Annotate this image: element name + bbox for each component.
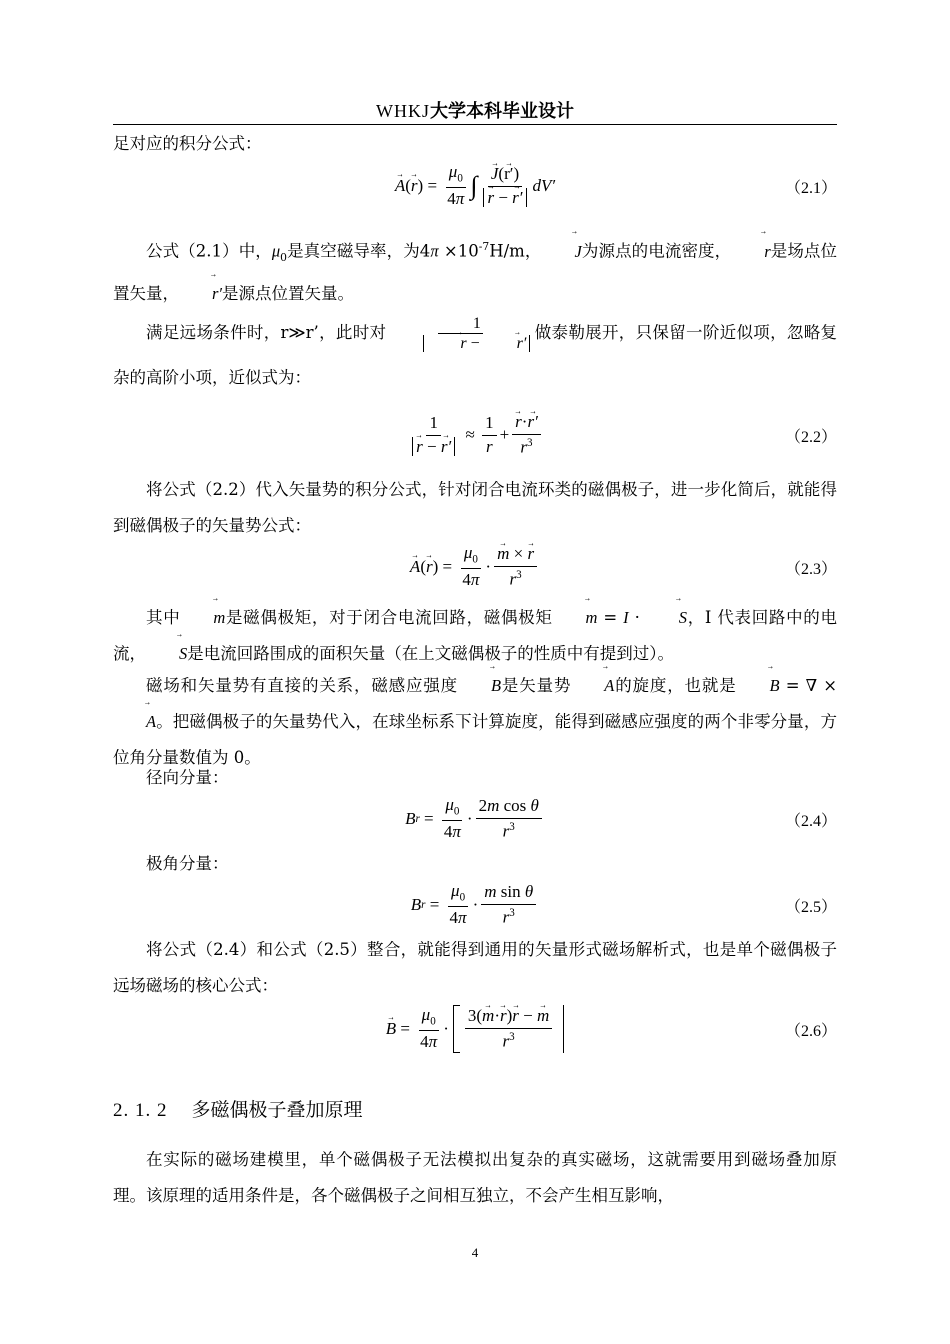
paragraph-8: 极角分量： (146, 854, 229, 873)
equation-2-2: 1 → r − → r′ ≈ $\frac{1}{r}$ + → $\frac{r\cdot\to r'}{r^3}$ （2.2） (113, 400, 837, 470)
p2-d: -7 (478, 240, 490, 253)
equation-number: （2.1） (784, 179, 837, 197)
section-title: 多磁偶极子叠加原理 (191, 1099, 363, 1121)
paragraph-5: 其中→ m是磁偶极矩，对于闭合电流回路，磁偶极矩→ m = I · → S，I 代表回路中的电流，→ S是电流回路围成的面积矢量（在上文磁偶极子的性质中有提到过）。 (113, 600, 837, 672)
equation-number: （2.4） (784, 812, 837, 830)
page-number: 4 (471, 1245, 479, 1260)
paragraph-9: 将公式（2.4）和公式（2.5）整合，就能得到通用的矢量形式磁场解析式，也是单个磁偶极子远场磁场的核心公式： (113, 940, 837, 995)
section-heading (113, 1095, 363, 1122)
equation-2-6: → B = $\frac{\mu_0}{4\pi}$ · $\frac{3(\to m\cdot\to r)\to r - \to m}{r^3}$ （2.6） (113, 994, 837, 1064)
equation-2-5: B r = $\frac{\mu_0}{4\pi}$ · $\frac{\text{m sin θ}}{r^3}$ （2.5） (113, 870, 837, 940)
p3-b: 做泰勒展开，只保留一阶近似项，忽略复杂的高阶小项，近似式为： (113, 323, 838, 387)
p2-f: 为源点的电流密度， (581, 241, 732, 261)
p5-d: 是电流回路围成的面积矢量（在上文磁偶极子的性质中有提到过）。 (187, 644, 674, 663)
equation-2-1: → A ( → r ) = $\frac{\mu_0}{4\pi}$ ∫ → J(→ r′) → r − → r′ dV′ （2.1） (113, 151, 837, 221)
p2-c: ×10 (438, 241, 479, 261)
paragraph-1: 足对应的积分公式： (113, 134, 262, 153)
equation-number: （2.3） (784, 560, 837, 578)
p2-h: 是源点位置矢量。 (222, 283, 355, 303)
header-latin: WHKJ (376, 101, 430, 121)
paragraph-3: 满足远场条件时，r≫r’，此时对 1 → r − → r′ 做泰勒展开，只保留一阶近似项，忽略复杂的高阶小项，近似式为： (113, 310, 837, 400)
p2-g: 是场点位置矢量， (113, 241, 837, 303)
p6-a: 磁场和矢量势有直接的关系，磁感应强度 (146, 676, 458, 695)
running-header (0, 97, 950, 123)
p6-b: 是矢量势 (501, 676, 572, 695)
paragraph-10: 在实际的磁场建模里，单个磁偶极子无法模拟出复杂的真实磁场，这就需要用到磁场叠加原理。该原理的适用条件是，各个磁偶极子之间相互独立，不会产生相互影响， (113, 1150, 837, 1205)
paragraph-6: 磁场和矢量势有直接的关系，磁感应强度→ B是矢量势→ A的旋度，也就是→ B = ∇ × → A。把磁偶极子的矢量势代入，在球坐标系下计算旋度，能得到磁感应强度的两个非零分量，方位角分量数值为 0。 (113, 668, 837, 776)
paragraph-4: 将公式（2.2）代入矢量势的积分公式，针对闭合电流环类的磁偶极子，进一步化简后，就能得到磁偶极子的矢量势公式： (113, 480, 837, 535)
p6-d: 。把磁偶极子的矢量势代入，在球坐标系下计算旋度，能得到磁感应强度的两个非零分量，方位角分量数值为 0。 (113, 712, 837, 767)
equation-number: （2.5） (784, 898, 837, 916)
p3-a: 满足远场条件时，r≫r’，此时对 (146, 323, 387, 342)
p5-b: 是磁偶极矩，对于闭合电流回路，磁偶极矩 (225, 608, 553, 627)
p2-b: 是真空磁导率，为4 (287, 241, 431, 261)
equation-2-3: → A ( → r ) = $\frac{\mu_0}{4\pi}$ · → $\frac{m \times \to r}{r^3}$ （2.3） (113, 532, 837, 602)
p6-c: 的旋度，也就是 (614, 676, 737, 695)
p2-a: 公式（2.1）中， (146, 241, 272, 261)
equation-number: （2.2） (784, 428, 837, 446)
p5-a: 其中 (146, 608, 181, 627)
header-title: 大学本科毕业设计 (430, 101, 574, 122)
header-rule (113, 124, 837, 125)
equation-number: （2.6） (784, 1022, 837, 1040)
p5-c: ，I 代表回路中的电流， (113, 608, 837, 663)
p2-e: H/m， (489, 241, 542, 261)
paragraph-7: 径向分量： (146, 768, 229, 787)
section-number: 2. 1. 2 (113, 1100, 168, 1121)
equation-2-4: B r = $\frac{\mu_0}{4\pi}$ · $\frac{\text{2m cos θ}}{r^3}$ （2.4） (113, 784, 837, 854)
paragraph-2: 公式（2.1）中，$\mu_0$是真空磁导率，为$4\pi \times 10^{-7}H/m$，→ J为源点的电流密度，→ r是场点位置矢量，→ r′是源点位置矢量。 (113, 229, 837, 312)
